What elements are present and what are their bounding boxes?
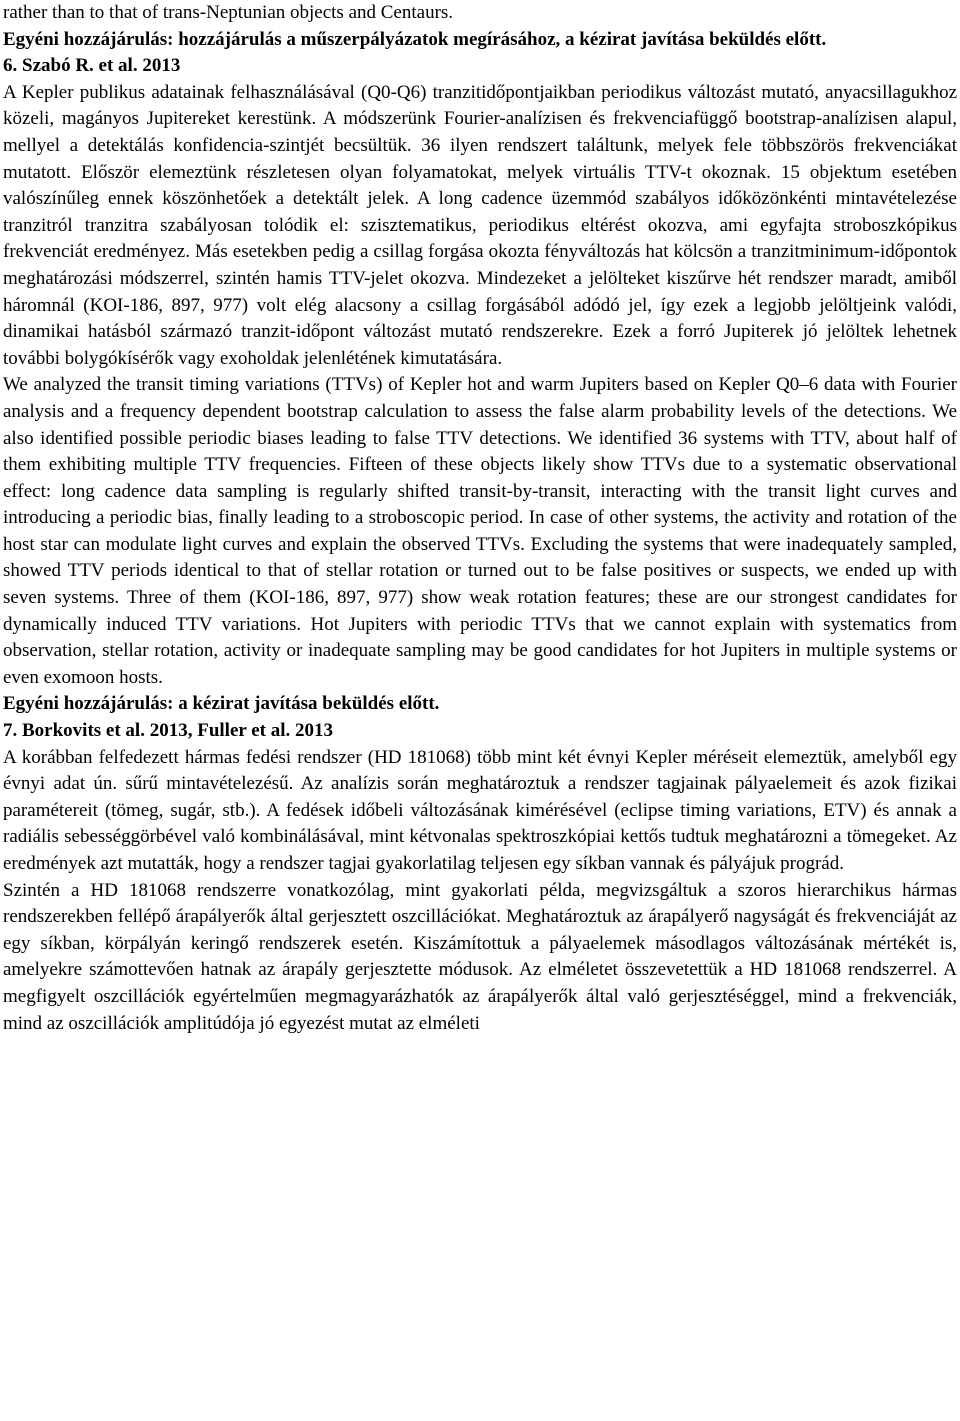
contribution-statement-5: Egyéni hozzájárulás: hozzájárulás a műszerpályázatok megírásához, a kézirat javítása beküldés előtt.	[3, 28, 827, 50]
section-6-english-abstract: We analyzed the transit timing variations (TTVs) of Kepler hot and warm Jupiters based on Kepler Q0–6 data with Fourier analysis and a frequency dependent bootstrap calculation to assess the false alarm probability levels of the detections. We also identified possible periodic biases leading to false TTV detections. We identified 36 systems with TTV, about half of them exhibiting multiple TTV frequencies. Fifteen of these objects likely show TTVs due to a systematic observational effect: long cadence data sampling is regularly shifted transit-by-transit, interacting with the transit light curves and introducing a periodic bias, finally leading to a stroboscopic period. In case of other systems, the activity and rotation of the host star can modulate light curves and explain the observed TTVs. Excluding the systems that were inadequately sampled, showed TTV periods identical to that of stellar rotation or turned out to be false positives or suspects, we ended up with seven systems. Three of them (KOI-186, 897, 977) show weak rotation features; these are our strongest candidates for dynamically induced TTV variations. Hot Jupiters with periodic TTVs that we cannot explain with systematics from observation, stellar rotation, activity or inadequate sampling may be good candidates for hot Jupiters in multiple systems or even exomoon hosts.	[3, 374, 957, 688]
section-7-heading: 7. Borkovits et al. 2013, Fuller et al. 2013	[3, 720, 334, 742]
section-7-paragraph-1: A korábban felfedezett hármas fedési rendszer (HD 181068) több mint két évnyi Kepler méréseit elemeztük, amelyből egy évnyi adat ún. sűrű mintavételezésű. Az analízis során meghatároztuk a rendszer tagjainak pályaelemeit és azok fizikai paramétereit (tömeg, sugár, stb.). A fedések időbeli változásának kimérésével (eclipse timing variations, ETV) és annak a radiális sebességgörbével való kombinálásával, mint kétvonalas spektroszkópiai kettős tudtuk meghatározni a tömegeket. Az eredmények azt mutatták, hogy a rendszer tagjai gyakorlatilag teljesen egy síkban vannak és pályájuk prográd.	[3, 746, 957, 874]
contribution-statement-6: Egyéni hozzájárulás: a kézirat javítása beküldés előtt.	[3, 693, 440, 715]
section-6-hungarian-abstract: A Kepler publikus adatainak felhasználásával (Q0-Q6) tranzitidőpontjaikban periodikus változást mutató, anyacsillagukhoz közeli, magányos Jupitereket kerestünk. A módszerünk Fourier-analízisen és frekvenciafüggő bootstrap-analízisen alapul, mellyel a detektálás konfidencia-szintjét becsültük. 36 ilyen rendszert találtunk, melyek fele többszörös frekvenciákat mutatott. Először elemeztünk részletesen olyan folyamatokat, melyek virtuális TTV-t okoznak. 15 objektum esetében valószínűleg ennek köszönhetőek a detektált jelek. A long cadence üzemmód szabályos időközönkénti mintavételezése tranzitról tranzitra szabályosan tolódik el: szisztematikus, periodikus eltérést okozva, ami egyfajta stroboszkópikus frekvenciát eredményez. Más esetekben pedig a csillag forgása okozta fényváltozás hat kölcsön a tranzitminimum-időpontok meghatározási módszerrel, szintén hamis TTV-jelet okozva. Mindezeket a jelölteket kiszűrve hét rendszer maradt, amiből háromnál (KOI-186, 897, 977) volt elég alacsony a csillag forgásából adódó jel, így ezek a legjobb jelöltjeink valódi, dinamikai hatásból származó tranzit-időpont változást mutató rendszerekre. Ezek a forró Jupiterek jó jelöltek lehetnek további bolygókísérők vagy exoholdak jelenlétének kimutatására.	[3, 81, 957, 369]
section-7-paragraph-2: Szintén a HD 181068 rendszerre vonatkozólag, mint gyakorlati példa, megvizsgáltuk a szoros hierarchikus hármas rendszerekben fellépő árapályerők által gerjesztett oszcillációkat. Meghatároztuk az árapályerő nagyságát és frekvenciáját az egy síkban, körpályán keringő rendszerek esetén. Kiszámítottuk a pályaelemek másodlagos változásának mértékét is, amelyekre számottevően hatnak az árapály gerjesztette módusok. Az elméletet összevetettük a HD 181068 rendszerrel. A megfigyelt oszcillációk egyértelműen megmagyarázhatók az árapályerők által való gerjesztéséggel, mind a frekvenciák, mind az oszcillációk amplitúdója jó egyezést mutat az elméleti	[3, 879, 957, 1034]
intro-line: rather than to that of trans-Neptunian objects and Centaurs.	[3, 2, 454, 23]
section-6-heading: 6. Szabó R. et al. 2013	[3, 55, 181, 77]
document-page	[3, 0, 957, 1421]
